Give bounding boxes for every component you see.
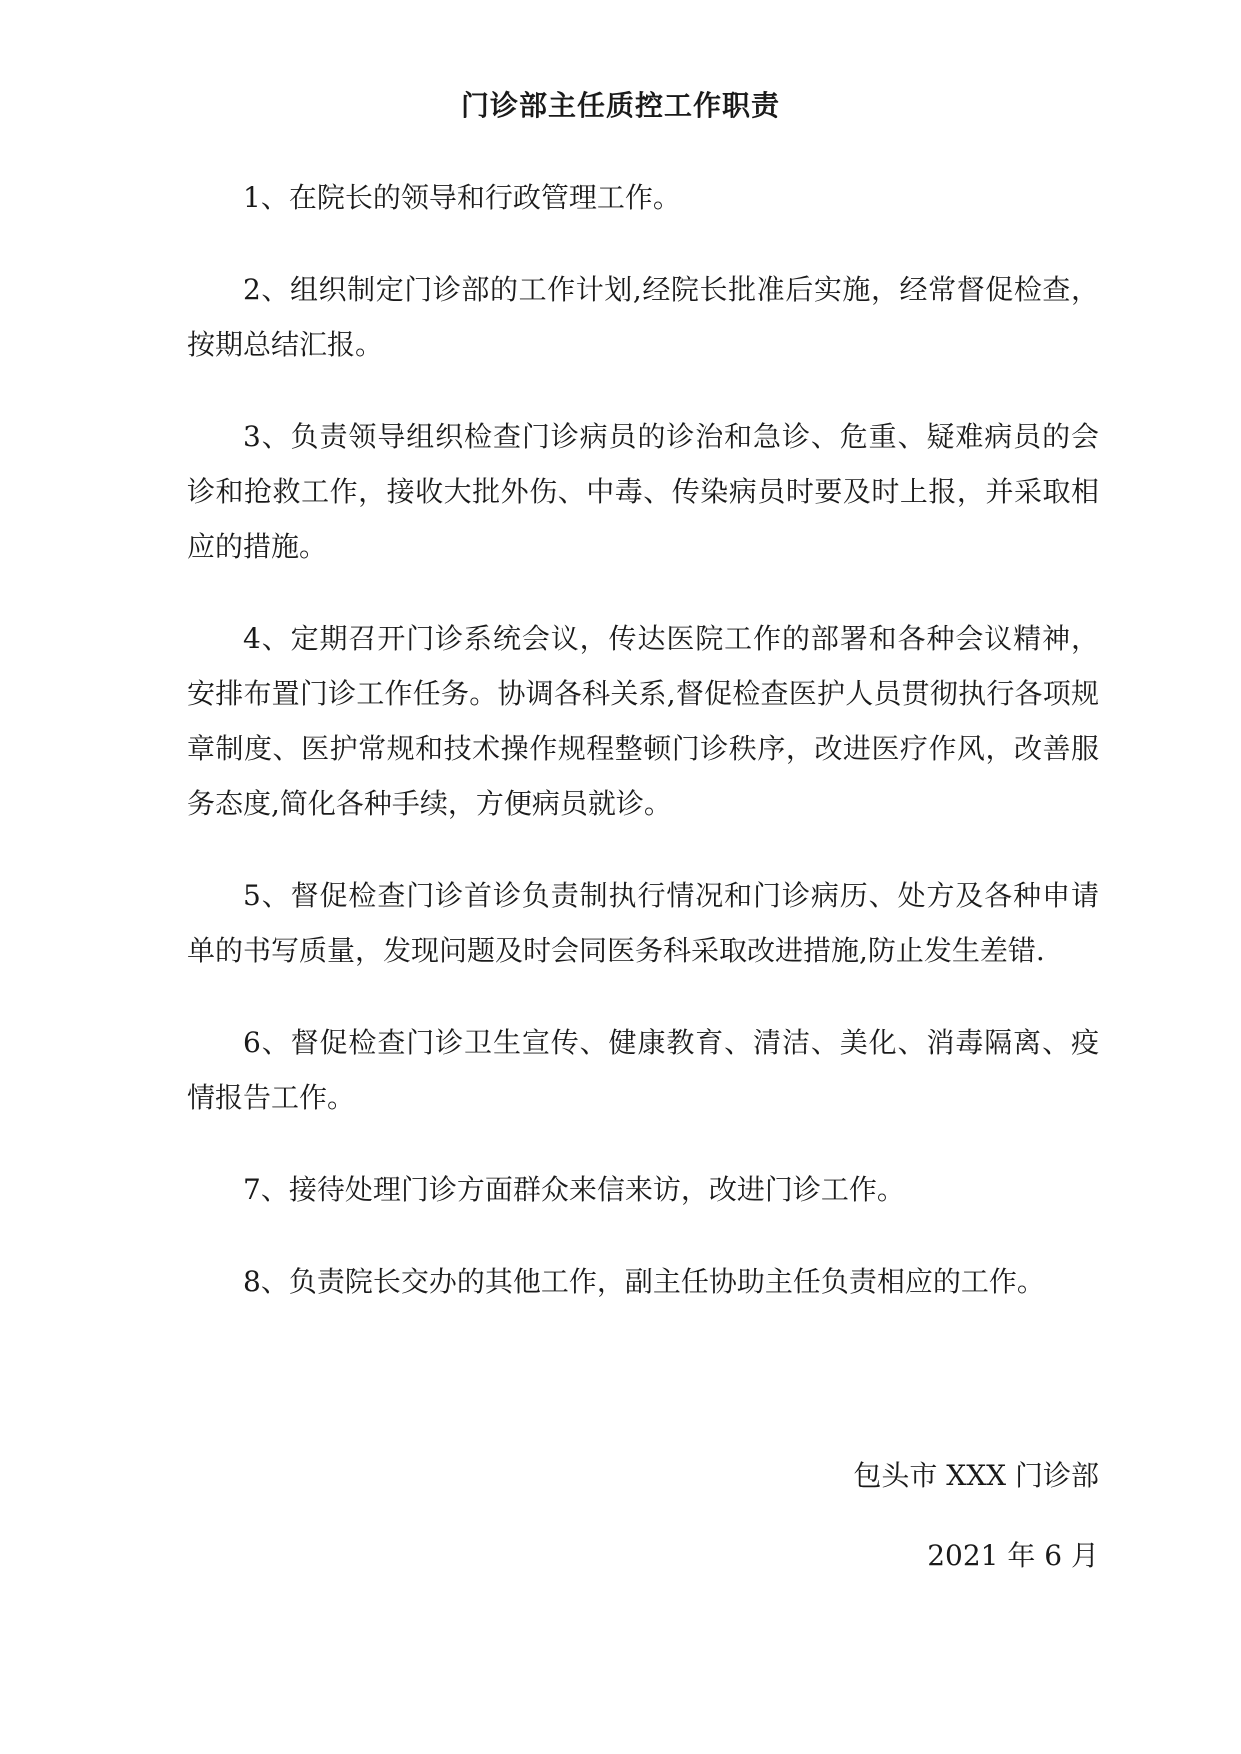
document-body (187, 170, 1099, 1346)
duty-item-8: 8、负责院长交办的其他工作，副主任协助主任负责相应的工作。 (243, 1265, 1045, 1298)
duty-item-1: 1、在院长的领导和行政管理工作。 (243, 181, 681, 214)
duty-item-5: 5、督促检查门诊首诊负责制执行情况和门诊病历、处方及各种申请单的书写质量，发现问题及时会同医务科采取改进措施,防止发生差错. (187, 879, 1099, 967)
signature-date: 2021 年 6 月 (927, 1539, 1099, 1572)
duty-item-6: 6、督促检查门诊卫生宣传、健康教育、清洁、美化、消毒隔离、疫情报告工作。 (187, 1026, 1099, 1114)
duty-item-4: 4、定期召开门诊系统会议，传达医院工作的部署和各种会议精神，安排布置门诊工作任务。协调各科关系,督促检查医护人员贯彻执行各项规章制度、医护常规和技术操作规程整顿门诊秩序，改进医疗作风，改善服务态度,简化各种手续，方便病员就诊。 (187, 622, 1099, 820)
duty-item-3: 3、负责领导组织检查门诊病员的诊治和急诊、危重、疑难病员的会诊和抢救工作，接收大批外伤、中毒、传染病员时要及时上报，并采取相应的措施。 (187, 420, 1099, 563)
duty-item-2: 2、组织制定门诊部的工作计划,经院长批准后实施，经常督促检查，按期总结汇报。 (187, 273, 1099, 361)
duty-item-7: 7、接待处理门诊方面群众来信来访，改进门诊工作。 (243, 1173, 905, 1206)
signature-organization: 包头市 XXX 门诊部 (853, 1459, 1099, 1492)
document-title: 门诊部主任质控工作职责 (460, 89, 780, 122)
